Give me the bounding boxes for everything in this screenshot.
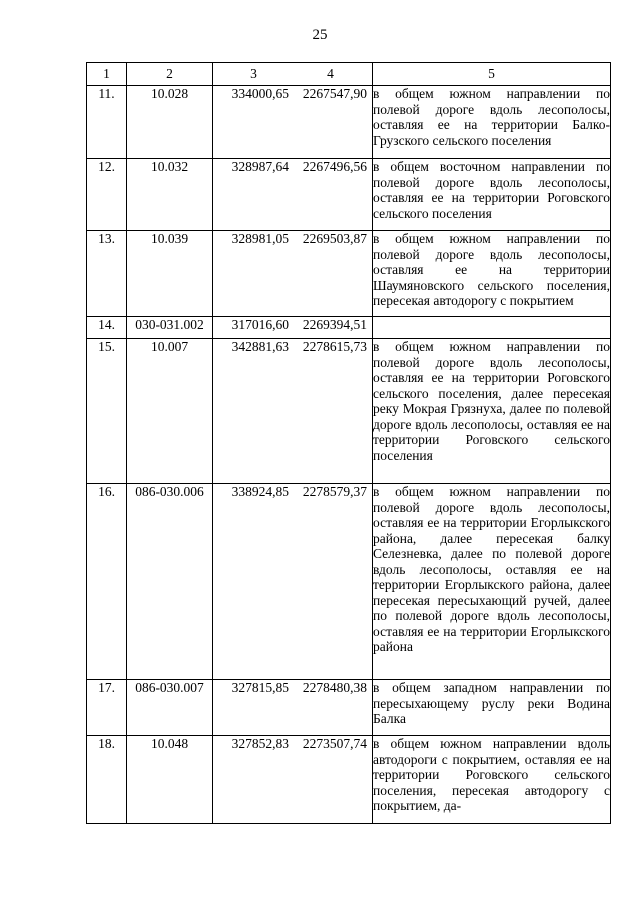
point-code: 10.028 bbox=[127, 86, 213, 159]
coordinate-y: 2269503,87 bbox=[302, 231, 367, 246]
coordinates-cell bbox=[213, 736, 373, 824]
point-code: 030-031.002 bbox=[127, 317, 213, 339]
coordinate-x: 317016,60 bbox=[231, 317, 289, 332]
boundary-description: в общем южном направлении по полевой дороге вдоль лесополосы, оставляя ее на территории Роговского сельского поселения, далее пересекая реку Мокрая Грязнуха, далее по полевой дороге вдоль лесополосы, оставляя ее на территории Роговского сельского поселения bbox=[373, 339, 611, 484]
header-col-1: 1 bbox=[87, 63, 127, 86]
coordinate-y: 2278579,37 bbox=[302, 484, 367, 499]
point-code: 10.007 bbox=[127, 339, 213, 484]
table-row bbox=[87, 339, 611, 484]
boundary-description: в общем западном направлении по пересыхающему руслу реки Водина Балка bbox=[373, 680, 611, 736]
coordinates-cell bbox=[213, 159, 373, 231]
coordinate-y: 2278480,38 bbox=[302, 680, 367, 695]
coordinate-y: 2267547,90 bbox=[302, 86, 367, 101]
table-row bbox=[87, 484, 611, 680]
coordinate-x: 342881,63 bbox=[231, 339, 289, 354]
boundary-description: в общем южном направлении по полевой дороге вдоль лесополосы, оставляя ее на территории Балко-Грузского сельского поселения bbox=[373, 86, 611, 159]
table-row bbox=[87, 159, 611, 231]
coordinate-y: 2273507,74 bbox=[302, 736, 367, 751]
point-code: 086-030.007 bbox=[127, 680, 213, 736]
coordinate-x: 328981,05 bbox=[231, 231, 289, 246]
row-number: 18. bbox=[87, 736, 127, 824]
coordinate-x: 334000,65 bbox=[231, 86, 289, 101]
header-col-5: 5 bbox=[373, 63, 611, 86]
header-col-3-4 bbox=[213, 63, 373, 86]
row-number: 16. bbox=[87, 484, 127, 680]
coordinates-cell bbox=[213, 317, 373, 339]
point-code: 086-030.006 bbox=[127, 484, 213, 680]
row-number: 11. bbox=[87, 86, 127, 159]
row-number: 15. bbox=[87, 339, 127, 484]
coordinates-cell bbox=[213, 484, 373, 680]
header-col-2: 2 bbox=[127, 63, 213, 86]
coordinates-cell bbox=[213, 339, 373, 484]
coordinate-y: 2267496,56 bbox=[302, 159, 367, 174]
coordinate-y: 2278615,73 bbox=[302, 339, 367, 354]
coordinate-x: 327815,85 bbox=[231, 680, 289, 695]
header-row bbox=[87, 63, 611, 86]
table-row bbox=[87, 86, 611, 159]
boundary-description: в общем восточном направлении по полевой дороге вдоль лесополосы, оставляя ее на территории Роговского сельского поселения bbox=[373, 159, 611, 231]
point-code: 10.039 bbox=[127, 231, 213, 317]
boundary-description: в общем южном направлении по полевой дороге вдоль лесополосы, оставляя ее на территории Шаумяновского сельского поселения, пересекая автодорогу с покрытием bbox=[373, 231, 611, 317]
table-row bbox=[87, 317, 611, 339]
coordinates-cell bbox=[213, 680, 373, 736]
boundary-points-table bbox=[86, 62, 611, 824]
coordinates-cell bbox=[213, 86, 373, 159]
row-number: 12. bbox=[87, 159, 127, 231]
coordinates-cell bbox=[213, 231, 373, 317]
coordinate-y: 2269394,51 bbox=[302, 317, 367, 332]
point-code: 10.032 bbox=[127, 159, 213, 231]
boundary-description: в общем южном направлении вдоль автодороги с покрытием, оставляя ее на территории Роговского сельского поселения, пересекая автодорогу с покрытием, да- bbox=[373, 736, 611, 824]
coordinate-x: 327852,83 bbox=[231, 736, 289, 751]
table-row bbox=[87, 231, 611, 317]
row-number: 14. bbox=[87, 317, 127, 339]
table-row bbox=[87, 736, 611, 824]
coordinate-x: 328987,64 bbox=[231, 159, 289, 174]
row-number: 17. bbox=[87, 680, 127, 736]
boundary-description: в общем южном направлении по полевой дороге вдоль лесополосы, оставляя ее на территории Егорлыкского района, далее пересекая балку Селезневка, далее по полевой дороге вдоль лесополосы, оставляя ее на территории Егорлыкского района, далее пересекая пересыхающий ручей, далее по полевой дороге вдоль лесополосы, оставляя ее на территории Егорлыкского района bbox=[373, 484, 611, 680]
coordinate-x: 338924,85 bbox=[231, 484, 289, 499]
header-col-3: 3 bbox=[250, 66, 257, 82]
point-code: 10.048 bbox=[127, 736, 213, 824]
boundary-description bbox=[373, 317, 611, 339]
table-row bbox=[87, 680, 611, 736]
header-col-4: 4 bbox=[327, 66, 334, 82]
row-number: 13. bbox=[87, 231, 127, 317]
page-number: 25 bbox=[312, 27, 328, 43]
